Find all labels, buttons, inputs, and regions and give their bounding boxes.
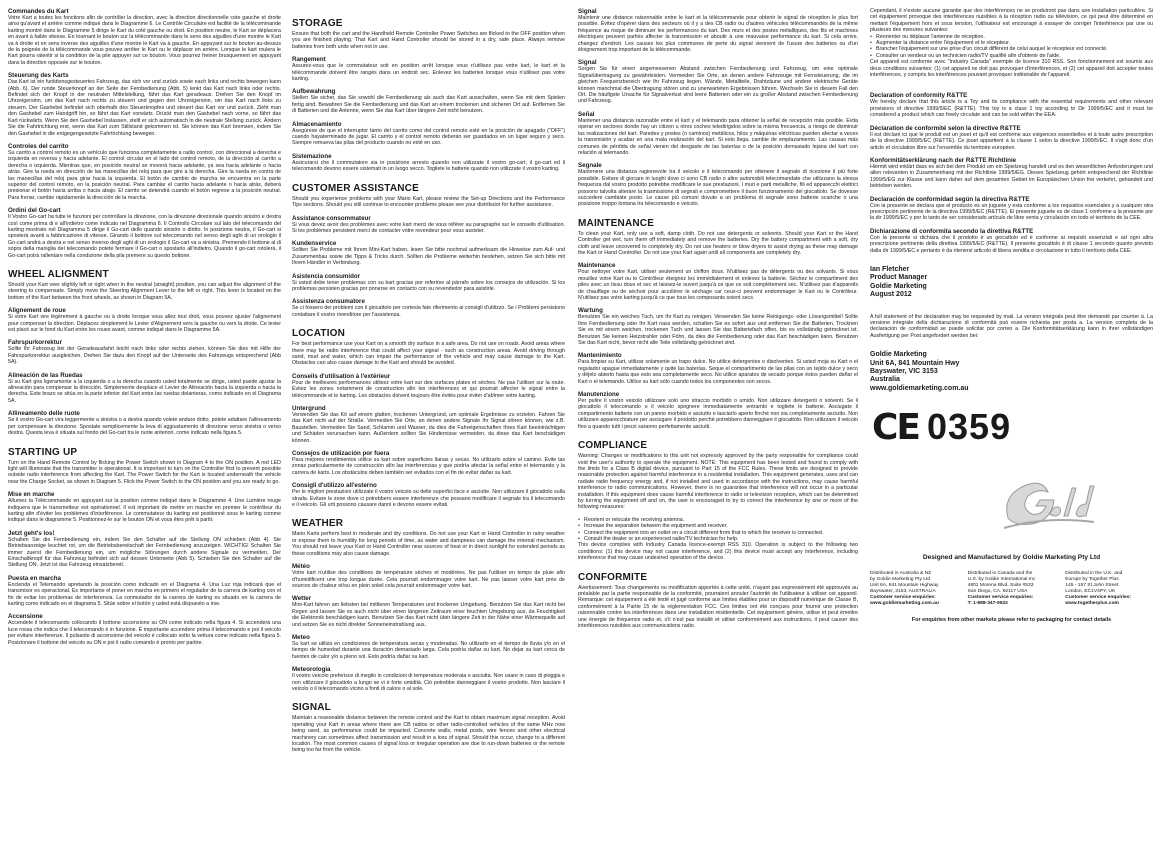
major-heading: CONFORMITE	[578, 571, 648, 583]
column-2	[288, 8, 571, 854]
distributor-line: San Diego, CA. 92117 USA	[967, 589, 1028, 595]
distributor-line: London, EC1V4PY, UK	[1065, 589, 1116, 595]
section	[292, 215, 565, 235]
section	[8, 410, 281, 436]
declaration-body: We hereby declare that this article is a Toy and its compliance with the essential requirements and other relevant provisions of directive 1999/5/EC (R&TTE). This toy is a class 1 toy according to Dir 1999/5/EC and it must be considered a product which can freely circulate and can be sold within the EEA.	[870, 99, 1153, 119]
section-body: Should your Kart veer slightly left or right when in the neutral (straight) position, you can adjust the alignment of the steering to compensate. Simply move the Steering Alignment Lever to the left or right. This lever is located on the bottom of the Kart between the front wheels, as shown in Diagram 5A.	[8, 282, 281, 301]
section-body: Accendete il telecomando collocando il bottone accensione su ON come indicato nella figura 4. Si accenderà una luce rossa che indica che il telecomando è in funzione. È importante accendere prima il telecomando e poi il veicolo per evitare interferenze. Il pulsante di accensione del veicolo è collocato sotto la vettura come indicato nella figura 5. Posizionare il bottone del veicolo su ON e poi il radio comando è pronto per partire.	[8, 620, 281, 646]
section-body: Maintain a reasonable distance between the remote control and the Kart to obtain maximum signal reception. Avoid operating your Kart in areas where there are CB radios or other radio-controlled vehicles of the same MHz now being used, as performance could be impacted. Concrete walls, metal posts, wire fences and other electrical machinery can sometimes affect transmission and result in a loss of signal. Should this occur, change to a different location. The most common causes of signal loss or irregular operation are due to run-down batteries or the remote being too far from the vehicle.	[292, 715, 565, 754]
section	[292, 153, 565, 173]
section-heading: Conseils d'utilisation à l'extérieur	[292, 372, 391, 380]
distributor-line: Unit 6A, 841 Mountain Highway	[870, 583, 939, 589]
section-body: Si su Kart gira ligeramente a la izquierda o a la derecha cuando usted totalmente se dirige, usted puede ajustar la alineación para compensar la dirección. Simplemente desplace el Levier de Alineación hacia la izquierda o hacia la derecha. Este brazo se sitúa en la parte inferior del Kart entre las ruedas delanteras, como indicado en el Diagrama 5A.	[8, 378, 281, 404]
section-heading: Almacenamiento	[292, 120, 342, 128]
section	[8, 613, 281, 646]
bullet-item: • Connect the equipment into an outlet on a circuit different from that to which the receiver is connected.	[578, 530, 858, 536]
distributor-line: 145 - 157 St John Street	[1065, 583, 1119, 589]
distributor-line: Customer service enquiries:	[967, 595, 1034, 601]
section-body: Asegúrese de que el interruptor tanto del carrito como del control remoto esté en la posición de apagado ("OFF") cuando hayaterminado de jugar. El carrito y el control remoto deberán ser guardados en un lugar seguro y seco. Siempre remueva las pilas del producto cuando no esté en uso.	[292, 127, 565, 147]
section-heading: Untergrund	[292, 405, 326, 412]
goldie-logo-icon	[990, 458, 1100, 544]
signer-title: Product Manager	[870, 274, 928, 282]
section-heading: Manutenzione	[578, 391, 620, 399]
major-heading: STORAGE	[292, 18, 343, 29]
section	[8, 491, 281, 524]
section-body: Das Kart ist ein funktionsgesteuertes Fahrzeug, das sich vor und zurück sowie nach links und rechts bewegen kann (Abb. 6). Der runde Steuerknopf an der Seite der Fernbedienung (Abb. 5) lenkt das Kart nach links oder rechts. Befindet sich der Knopf in der neutralen Mittelstellung, fährt das Kart geradeaus. Drehen Sie den Knopf im Uhrzeigersinn, um das Kart nach rechts zu steuern und gegen den Uhrzeigersinn, um das Kart nach links zu steuern. Der Gashebel befindet sich oberhalb des Steuerknopfes und steuert das Kart vor und zurück. Zieht man den Gashebel zum Handgriff hin, so fährt das Kart vorwärts. Drückt man den Gashebel nach vorne, so fährt das Kart rückwärts. Wenn Sie den Gashebel loslassen, stellt er sich automatisch in die neutrale Stellung zurück. Ändern Sie die Fahrtrichtung erst, wenn das Kart zum Stillstand gekommen ist. Sie können das Kart bremsen, indem Sie den Gashebel in die entgegengesetzte Fahrtrichtung bewegen.	[8, 79, 281, 137]
section-heading: Météo	[292, 563, 310, 571]
bullet-item: • Reorient or relocate the receiving antenna.	[578, 517, 858, 523]
section-heading: Ordini del Go-cart	[8, 207, 61, 215]
declaration-heading: Déclaration de conformité selon la directive R&TTE	[870, 124, 1021, 132]
declaration-section	[870, 228, 1153, 254]
section-body: Si usted debe tener problemas con su kart gracias por referirse al párrafo sobre los consejos de utilización. Si los problemas persisten gracias por ponerse en contacto con su revendedor para asistirle.	[292, 279, 565, 292]
section-heading: Jetzt geht's los!	[8, 529, 55, 537]
section-body: Se ci fossero dei problemi con il giocattolo per cortesia fate riferimento ai consigli d'utilizzo. Se i Problemi persistono contattare il vostro rivenditore per l'assistenza.	[292, 305, 565, 318]
section-heading: Signal	[578, 8, 597, 15]
section-body: Su carrito a control remoto es un vehículo que funciona completamente a radio control, con direccional a derecha e izquierda en reversa y hacia adelante. El control circular en el lado del control remoto, de la dirección al carrito a derecha o izquierda. Mientras que, en posición neutral se moverá hacia adelante, ya sea hacia adelante o hacia atrás. Gire la rueda en dirección de las manecillas del reloj para que gire a la derecha. Gire la rueda en contra de las manecillas del reloj para girar hacia la izquierda. El botón de cambio de marcha se encuentra en la parte superior del control remoto, en la posición neutral. Para cambiar el carrito hacia adelante o hacia atrás, deberá presionar el botón hacia arriba o hacia abajo. El carrito se detendrá cuando el botón regrese a la posición neutral. Para frenar, cambie rápidamente la dirección de la marcha.	[8, 149, 281, 201]
signer-name: Ian Fletcher	[870, 265, 910, 273]
section	[292, 273, 565, 293]
section	[292, 405, 565, 444]
distributor-line: Distributed in the U.K. and	[1065, 571, 1123, 577]
section	[8, 269, 281, 301]
section-body: Benutzen Sie ein weiches Tuch, um Ihr Kart zu reinigen. Verwenden Sie keine Reinigungs- oder Lösungsmittel! Sollte Ihre Fernbedienung oder Ihr Kart nass werden, schalten Sie es sofort aus und entfernen Sie die Batterien. Trocknen Sie es mit einem weichen, trockenen Tuch und lassen Sie das Batteriefach offen, bis es vollständig getrocknet ist. Benutzen Sie keinen Heizstrahler oder Föhn, da dies die Fernbedienung oder das Kart beschädigen kann. Benutzen Sie das Kart nicht, bevor nicht alle Teile vollständig getrocknet sind.	[578, 314, 858, 347]
declaration-heading: Declaración de conformidad según la directiva R&TTE	[870, 195, 1030, 203]
section	[578, 8, 858, 53]
goldie-logo	[870, 458, 1153, 546]
section-heading: Wetter	[292, 595, 312, 603]
signer-date: August 2012	[870, 291, 912, 299]
section	[578, 262, 858, 301]
section	[8, 372, 281, 405]
section-body: Para limpiar su Kart, utilizar solamente un trapo dulce. No utilice detergentes o disolventes. Si usted moja su Kart o el regulador apague inmediatamente y quite las baterías. Seque el compartimento de las pilas con un tejido dulce y seco y déjelo abierto hasta que esto sea completamente seco. No utilice aparatos de secado porque éstos pueden dañar el Kart o el telemando. Utilice su kart sólo cuando todos los componentes son secos.	[578, 359, 858, 385]
section-body: Pour nettoyer votre Kart, utiliser seulement un chiffon doux. N'utilisez pas de détergents ou des solvants. Si vous mouillez votre Kart ou le Contrôleur éteignez les immédiatement et enlevez la batterie. Séchez le compartiment des piles avec un tissu doux et sec et laissez-le ouvert jusqu'à ce que ce soit complètement sec. N'utilisez pas d'appareils de chauffage ou de séchoir pour accélérer le séchage car ceux-ci peuvent endommager le Kart ou le Contrôleur. N'utilisez pas votre karting jusqu'à ce que tous les composants soient secs.	[578, 269, 858, 301]
section	[292, 298, 565, 318]
section	[292, 450, 565, 476]
section	[578, 59, 858, 104]
section-body: Votre Kart a toutes les fonctions afin de contrôler la direction, avec la direction directionnelle cote gauche et droite ainsi qu'avant et arrière comme indiqué dans le Diagramme 6. Le Contrôle Circulaire est facilité de la télécommande karting montré dans le Diagramme 5 dirige le Kart du coté gauche ou droit. En position neutre, le Kart se déplacera en avant à faible vitesse. En tournant le bouton sur la télécommande dans le sens des aiguilles d'une montre le Kart va à droite et en sens inverse des aiguilles d'une montre le Kart va à gauche. En appuyant sur le bouton au-dessus de la poignée de la télécommande vous pouvez arrêter le Kart ou le déplacer en arrière. Lorsque le kart roulera le Kart pourra ralentir si la condition de la pile appuyer sur ce bouton. Vous pourrez freiner brusquement en appuyant dans la direction opposée sur le bouton.	[8, 15, 281, 66]
distributor-line: Europe by Together Plus	[1065, 577, 1119, 583]
bullet-item: • Réorienter ou déplacer l'antenne de réception.	[870, 34, 1153, 40]
section	[8, 307, 281, 333]
section	[292, 183, 565, 209]
section-body: Turn on the Hand Remote Control by flicking the Power Switch shown in Diagram 4 to the ON position. A red LED light will illuminate that the transmitter is operational. It is important to turn on the Controller first to prevent possible outside radio interference from affecting the Kart. The Power Switch for the Kart is located underneath the vehicle near the Charge Socket, as shown in Diagram 5. Flick the Power Switch to the ON position and you are ready to go.	[8, 459, 281, 485]
address-line: Goldie Marketing	[870, 351, 927, 359]
section	[578, 307, 858, 346]
section-body: Per pulire il vostro veicolo utilizzare solo uno straccio morbido o umido. Non utilizzare detergenti o solventi. Se il giocattolo il telecomando o il veicolo spegnere immediatamente entrambi e togliete le batterie. Asciugate il compartimento batterie con un panno morbido e asciutto e lasciarlo aperto finché non sia completamente asciutto. Non utilizzare apparecchiature per asciugare il prodotto perché potrebbero danneggiare il giocattolo. Non utilizzare il veicolo fino a quando tutti i pezzi saranno perfettamente asciutti.	[578, 398, 858, 430]
section	[292, 373, 565, 399]
section-body: Sollten Sie Probleme mit Ihrem Mini-Kart haben, lesen Sie bitte nochmal aufmerksam die Hinweise zum Auf- und Zusammenbau sowie die Tipps & Tricks durch. Sollten die Probleme weiterhin bestehen, setzen Sie sich bitte mit Ihrem Händler in Verbindung.	[292, 247, 565, 267]
section-body: Per le migliori prestazioni utilizzate il vostro veicolo su delle superfici lisce e asciutte. Non utilizzare il giocattolo sulla strada. Evitare le zone dove ci potrebbero essere interferenze che possano modificare il segnale tra il telecomando e il veicolo. Gli urti possono causare danni e devono essere evitati.	[292, 489, 565, 509]
section-body: Schalten Sie die Fernbedienung ein, indem Sie den Schalter auf die Stellung ON schieben (Abb 4). Sie Betriebsanzeige leuchtet rot, um die Betriebsbereitschaft der Fernbedienung anzuzeigen. WICHTIG! Schalten Sie immer zuerst die Fernbedienung ein, um mögliche Störungen durch andere Signale zu vermeiden. Der Einschaltknopf für das Fahrzeug befindet sich auf dessen Unterseite (Abb 5). Schieben Sie den Schalter auf die Stellung ON. Jetzt ist das Fahrzeug einsatzbereit.	[8, 536, 281, 569]
section-heading: Alineación de las Ruedas	[8, 371, 83, 379]
distributor-line: 4801 Morena Blvd. Suite #533	[967, 583, 1034, 589]
section-heading: Sistemazione	[292, 152, 332, 160]
column-4	[866, 8, 1159, 854]
distributors	[870, 571, 1153, 607]
section-body: Ensure that both the cart and the Handheld Remote Controller Power Switches are flicked to the OFF position when you are finished playing. That Kart and Hand Controller should be stored in a dry, safe place. Always remove batteries from both units when not in use.	[292, 31, 565, 50]
declaration-body: Hiermit wird erklärt dass es sich bei dem Produkt um ein Spielzeug handelt und es den wesentlichen Anforderungen und allen relevanten in Zusammenhang mit der Richtlinie 1999/5/EG. Dieses Spielzeug gehört entsprechend der Richtlinie 1999/5/EG zur Klasse und kann daher auf dem gesamten Gebiet im Europäischen Union frei verkehrt, gehandelt und betrieben werden.	[870, 163, 1153, 190]
section-body: Mantener una distancia razonable entre el kart y el telemando para obtener la señal de recepción más posible. Evita operar en sectores donde hay un citizen u otros coches teledirigidos sobre la misma frecuencia, a riesgo de disminuir las realizaciones del kart. Paredes y postes (o caminos) metálicos, hilos y máquinas eléctricas pueden afectar a veces la transmisión y acabar en una mala realización del kart. Si esto llega, cambie de emplazamiento. Las causas más comunes de pérdida de señal vienen del desgaste de las baterías o de la posición demasiado lejana del kart con relación al telemando.	[578, 117, 858, 156]
section-heading: Rangement	[292, 56, 326, 64]
company-address	[870, 351, 1153, 393]
bullet-item: • Consult the dealer or an experienced radio/TV technician for help.	[578, 536, 858, 542]
declaration-body: Il est déclaré ici que le produit est un jouet et qu'il est conforme aux exigences essentielles et à toute autre prescription de la directive 1999/5/EC (R&TTE). Ce jouet appartient à la classe 1 selon la directive 1999/5/EC. Il s'agit donc d'un article et circulation libre sur l'ensemble du territoire européen.	[870, 131, 1153, 151]
signer-company: Goldie Marketing	[870, 282, 927, 290]
section-heading: Controles del carrito	[8, 142, 69, 150]
major-heading: COMPLIANCE	[578, 440, 648, 452]
section-body: Warning: Changes or modifications to this unit not expressly approved by the party responsible for compliance could void the user's authority to operate the equipment. NOTE: This equipment has been tested and found to comply with the limits for a Class B digital device, pursuant to Part 15 of the FCC Rules. These limits are designed to provide reasonable protection against harmful interference in a residential installation. This equipment generates, uses and can radiate radio frequency energy and, if not installed and used in accordance with the instructions, may cause harmful interference to radio communications. However, there is no guarantee that interference will not occur in a particular installation. If this equipment does cause harmful interference to radio or television reception, which can be determined by turning the equipment off and on, the user is encouraged to try to correct the interference by one or more of the following measures:	[578, 453, 858, 511]
section	[292, 702, 565, 753]
section-body: Si votre Kart vire légèrement à gauche ou à droite lorsque vous allez tout droit, vous pouvez ajuster l'alignement pour compenser la direction. Déplacez simplement le Levier d'Alignement vers la gauche ou vers la droite. Ce levier est placé sur le fond du Kart entre les roues avant, comme indiqué dans le Diagramme 5A.	[8, 314, 281, 334]
section-heading: Allineamento delle ruote	[8, 410, 80, 418]
section-heading: Fahrspurkorrektur	[8, 339, 62, 347]
section-heading: Alignement de roue	[8, 307, 66, 315]
section-heading: Mantenimiento	[578, 352, 622, 360]
website-link: www.goldiemarketing.com.au	[870, 384, 969, 392]
distributor-line: Distributed in Australia & NZ	[870, 571, 932, 577]
section	[8, 8, 281, 66]
address-line: Bayswater, VIC 3153	[870, 368, 938, 376]
section	[292, 328, 565, 367]
signature-block	[870, 266, 1153, 300]
bullet-item: • Increase the separation between the equipment and receiver.	[578, 523, 858, 529]
section-body: Para mejores rendimientos utilice su kart sobre superficies llanas y secas. No utilizarlo sobre el camino. Evite las zonas particularmente de construcción afín las interferencias y que podría afectar la señal entre el telemando y la carrera de karts. Los obstáculos deben también ser evitados con el fin de evitar dañar su kart.	[292, 457, 565, 476]
distributor-block	[870, 571, 958, 607]
compliance-continued: Cependant, il n'existe aucune garantie que des interférences ne se produiront pas dans une installation particulière. Si cet équipement provoque des interférences nuisibles à la réception radio ou télévision, ce qui peut être déterminé en mettant l'équipement hors et sous tension, l'utilisateur est encouragé à essayer de corriger l'interférence par une ou plusieurs des mesures suivantes:	[870, 8, 1153, 34]
section-body: Should you experience problems with your Mario Kart, please review the Set-up Directions and the Performance Tips sections. Should you still continue to encounter problems please see your distributor for further assistance.	[292, 195, 565, 209]
declaration-heading: Dichiarazione di conformita secondo la direttiva R&TTE	[870, 227, 1034, 235]
section-body: Il Vostro Go-cart ha tutte le funzioni per controllare la direzione, con la direzione direzionale quando sinistro e destra così come prima di e all'indietro come indicato nel Diagramma 6. Il Controllo Circolare sul lato del telecomando del karting mostrato nel Diagramma 5 dirige il Go-cart dello quando sinistro o diritto. In posizione neutra, il Go-cart si sposterà avanti a fabbricazione di vitesse. Girando il bottone sul telecomando nel senso degli aghi di un orologio il Go-cart andrà a destra e nel senso inverso degli aghi di un orologio il Go-cart va a sinistra. Premendo il bottone al di sopra della maniglia del telecomando potete fermare il Go-cart o spostarlo all'indietro. Quando il go-cart rotolerà, il Go-cart potrà rallentare nella condizione della pila premere su questo bottone.	[8, 214, 281, 259]
section-body: Verwenden Sie das Kit auf einem glatten, trockenen Untergrund, um optimale Ergebnisse zu erzielen. Fahren Sie das Kart nicht auf der Straße. Vermeiden Sie Orte, an denen andere Signale Ihr Signal stören können, wie z.B. Baustellen. Vermeiden Sie Sand, Schlamm und Wasser, da dies die Fahreigenschaften Ihres Kart beeinträchtigen und Schäden verursachen kann. Außerdem sollten Sie Hindernisse vermeiden, da diese das Kart beschädigen können.	[292, 412, 565, 444]
section	[292, 88, 565, 114]
section	[8, 72, 281, 137]
major-heading: STARTING UP	[8, 446, 78, 458]
section-heading: Aufbewahrung	[292, 88, 336, 96]
section-body: Si vous devez avoir des problèmes avec votre kart merci de vous référer au paragraphe sur le conseils d'utilisation. Si les problèmes persistent merci de contacter votre revendeur pour vous assister.	[292, 221, 565, 234]
section-body: Sollte Ihr Fahrzeug bei der Geradeausfahrt leicht nach links oder rechts ziehen, können Sie dies mit Hilfe der Fahrspurkorrektur ausgleichen. Drehen Sie dazu den Knopf auf der Unterseite des Fahrzeugs entsprechend (Abb 5A).	[8, 346, 281, 366]
other-markets-note: For enquiries from other markets please refer to packaging for contact details	[911, 617, 1112, 624]
section-body: Assicurarsi che il commutatore sia in posizione arresto quando non utilizzate il vostro go-cart, il go-cart ed il telecomando devono essere sistemati in un luogo secco. Togliete le batterie quando non utilizzate il vostro karting.	[292, 159, 565, 173]
section	[8, 339, 281, 365]
major-heading: CUSTOMER ASSISTANCE	[292, 182, 419, 194]
declaration-section	[870, 196, 1153, 222]
section-body: Encienda el Telemando apretando la posición como indicado en el Diagrama 4. Una Luz roja indicará que el transmisor es operacional. Es importante el poner en marcha en primero el regulador de la carrera de karting con el fin de evitar los problemas de interferencia. La conmutador de la carrera de karting es situado en la carrera de karting como indicado en el diagrama 5. Sitúe sobre el botón y usted está dispuesto a irse.	[8, 581, 281, 607]
section-heading: Asistencia consumidor	[292, 272, 361, 280]
section	[578, 352, 858, 385]
section-heading: Commandes du Kart	[8, 8, 69, 15]
declarations	[870, 92, 1153, 254]
section-heading: Assistance consommateur	[292, 214, 371, 222]
section	[292, 666, 565, 692]
section-body: Votre kart n'utilise des conditions de température sèches et modérées. Ne pas l'utiliser en temps de pluie afin d'humidificent une trop longue durée. Cela pourrait endommager votre kart. Ne pas laisser votre kart près de sources de chaleur et/ou en plein soleil cela pourrait endommager votre kart.	[292, 570, 565, 589]
compliance-measures-list	[870, 34, 1153, 60]
section	[8, 447, 281, 486]
section	[292, 563, 565, 589]
section-heading: Puesta en marcha	[8, 574, 61, 582]
distributor-line: Bayswater, 3153, AUSTRALIA	[870, 589, 936, 595]
section-body: Mario Karts perform best in moderate and dry conditions. Do not use your Kart or Hand Controller in rainy weather or expose them to humidity for long periods of time, as water and dampness can damage the internal mechanism. You should not leave your Kart or Hand Controller near sources of heat or in direct sunlight for extended periods as these conditions may also cause damage.	[292, 531, 565, 557]
declaration-heading: Declaration of conformity R&TTE	[870, 92, 968, 100]
major-heading: MAINTENANCE	[578, 217, 655, 229]
section	[292, 518, 565, 557]
declaration-section	[870, 157, 1153, 190]
section	[8, 207, 281, 259]
section-body: Mini-Kart fahren am liebsten bei mittleren Temperaturen und trockener Umgebung. Benutzen Sie das Kart nicht bei Regen und lassen Sie es auch nicht über einen längeren Zeitraum einer feuchten Umgebung aus, da Feuchtigkeit die Elektronik beschädigen kann. Benutzen Sie das Kart nicht über längere Zeit in der Nähe einer Wärmequelle auf und setzen Sie es nicht direkter Sonneneinstrahlung aus.	[292, 602, 565, 628]
major-heading: WHEEL ALIGNMENT	[8, 269, 109, 280]
section	[292, 482, 565, 508]
section-heading: Kundenservice	[292, 240, 337, 248]
section	[578, 218, 858, 257]
section-body: Su kart se utiliza en condiciones de temperatura secas y moderadas. No utilizarlo en el tiempo de lluvia y/o en el tiempo de humedad durante una duración demasiado larga. Cela podría dañar su kart. No dejar su kart cerca de fuentes de calor y/o a pleno sol. Esto podría dañar su kart.	[292, 640, 565, 660]
section-heading: Consejos de utilización por fuera	[292, 450, 390, 458]
declaration-section	[870, 92, 1153, 118]
distributor-line: T: 1-888-347-9522	[967, 601, 1008, 607]
section	[578, 517, 858, 562]
section	[292, 240, 565, 266]
declaration-section	[870, 125, 1153, 151]
column-1	[4, 8, 287, 854]
section-heading: Mise en marche	[8, 491, 55, 499]
section	[292, 56, 565, 82]
section	[578, 162, 858, 207]
address-line: Australia	[870, 376, 900, 384]
ce-marking	[872, 407, 1153, 448]
section	[578, 111, 858, 156]
section-body: Il vostro veicolo preferisce di meglio in condizioni di temperatura moderata e asciutta. Non usare in caso di pioggia e non utilizzare il giocattolo a lungo se vi è forte umidità. Ciò potrebbe danneggiare il vostro prodotto. Non lasciare il veicolo o il telecomando vicino a fonti di calore o al sole.	[292, 673, 565, 692]
section-heading: Meteorologia	[292, 666, 331, 674]
full-statement-note: A full statement of the declaration may be requested by mail. La version intégrale peut être demandé par courrier à. La versione integrale della dichiarazione di conformità può essere richiesta per posta a. La version completa de la declaración de conformidad se puede solicitar por correo a. Die Konformitätserklärung kann in ihrer vollständigen Ausfertigung per Post angefordert werden bei:	[870, 313, 1153, 339]
section-body: Maintenir une distance raisonnable entre le kart et la télécommande pour obtenir le signal de réception le plus fort possible. Évitez d'opérer dans des secteurs où il y a des CB radio ou d'autres véhicules télécommandés de la même fréquence au risque de diminuer les performances du kart. Des murs et des postes métalliques, des fils et machines électriques peuvent parfois affecter la transmission et aboutir à une mauvaise performance du kart. Si cela arrive, changez d'endroit. Les causes les plus communes de perte du signal viennent de l'usure des batteries ou d'un éloignement trop important de la télécommande.	[578, 15, 858, 54]
section-body: Mantenere una distanza ragionevole tra il veicolo e il telecomando per ottenere il segnale di ricezione il più forte possibile. Evitare di giocare in luoghi dove ci sono CB radio o altre automobili telecomandate che utilizzano la stessa frequenza dal vostro prodotto potrebbe modificare le sue prestazioni. I muri e parti metalliche, fili ed apparecchi elettrici possono talvolta alterare la trasmissione di segnali e compromettere il buon funzionamento del giocattolo. Se dovesse succedere cambiate posto. Le cause più comuni dovute a un problema di segnale sono batterie scariche o una posizione troppo lontana tra telecomando e veicolo.	[578, 169, 858, 208]
distributor-block	[1065, 571, 1153, 607]
distributor-line: www.togetherplus.com	[1065, 601, 1119, 607]
section-body: Pour de meilleures performances utilisez votre kart sur des surfaces plates et sèches. Ne pas l'utiliser sur la route. Évitez les zones notamment de construction afin les interférences et qui pourrait affecter le signal entre la télécommande et le karting. Les obstacles doivent toujours être évités pour éviter d'abîmer votre karting.	[292, 379, 565, 399]
column-3	[574, 8, 864, 854]
section-heading: Consigli d'utilizzo all'esterno	[292, 482, 377, 490]
distributor-line: by Goldie Marketing Pty Ltd	[870, 577, 931, 583]
section-heading: Meteo	[292, 633, 310, 641]
section-body: Se il vostro Go-cart vira leggermente a sinistra o a destra quando volete andare dritto, potete adattare l'allineamento per compensare la direzione. Spostate semplicemente la leva di aggiustamento di direzione verso sinistra o verso destra. Questa leva è situata sul fondo del Go-cart tra le ruote anteriori, come indicato nella figura 5.	[8, 417, 281, 437]
section-body: Stellen Sie sicher, das Sie sowohl die Fernbedienung als auch das Kart ausschalten, wenn Sie mit dem Spielen fertig sind. Bewahren Sie die Fernbedienung und das Kart an einem trockenen und sicheren Ort auf. Entfernen Sie di Batterien und die Antenne, wenn Sie das Kart über längere Zeit nicht benutzen.	[292, 95, 565, 115]
distributor-line: Distributed in Canada and the	[967, 571, 1033, 577]
section-body: Avertissement: Tous changements ou modification apportés à cette unité, n'ayant pas expressément été approuvés au préalable par la partie responsable de la conformité, pourraient annuler l'autorité de l'utilisateur à utiliser cet appareil. Remarque: cet équipement a été testé et jugé conforme aux limites établies pour un dispositif numérique de Classe B, conformément à la Partie 15 de la réglementation FCC. Ces limites ont été conçues pour fournir une protection raisonnable contre les interférences dans une installation résidentielle. Cet équipement génère, utilise et peut émettre une énergie de fréquence radio et, s'il n'est pas installé et utilisé conformément aux instructions, il peut causer des interférences nuisibles aux communications radio.	[578, 584, 858, 630]
section	[8, 575, 281, 608]
section-heading: Wartung	[578, 307, 603, 315]
major-heading: LOCATION	[292, 328, 346, 340]
section-heading: Señal	[578, 110, 595, 118]
distributor-line: Customer service enquiries:	[870, 595, 936, 601]
bullet-item: • Consulter un vendeur ou un technicien radio/TV qualifié afin d'obtenir de l'aide.	[870, 53, 1153, 59]
section-body: Assurez-vous que le commutateur soit en position arrêt lorsque vous n'utilisez pas votre kart, le kart et la télécommande doivent être rangés dans un endroit sec. Enlevez les batteries lorsque vous n'utilisez pas votre karting.	[292, 63, 565, 83]
section	[578, 391, 858, 430]
section	[578, 440, 858, 511]
industry-canada-note: Cet appareil est conforme avec "Industry Canada" exempte de licence 310 RSS. Son fonctionnement est soumis aux deux conditions suivantes: (1) cet appareil ne doit pas provoquer d'interférences, et (2) cet appareil doit accepter toutes interférences, y compris les interférences pouvant provoquer indésirable de l'appareil.	[870, 59, 1153, 79]
section	[292, 634, 565, 660]
section-body: Allumez la Télécommande en appuyant sur la position comme indiqué dans le Diagramme 4. Une Lumière rouge indiquera que le transmetteur est opérationnel. Il est important de mettre en marche en premier le contrôleur du karting afin d'éviter les problèmes d'interférence. Le commutateur du karting est positionné sous le karting comme indiqué dans le diagramme 5. Positionnez-le sur le bouton ON et vous êtes prêt à partir.	[8, 498, 281, 524]
section-heading: Accensione	[8, 613, 43, 621]
declaration-body: Con la presente se declara que el producto es un juguete y esta conforme a los requisitos esenciales y a cualquier otra prescripción pertinente de la directiva 1999/5/EC (R&TTE). El presente juguete es de clase 1 conforme a la presente por la dir 1999/5/EC y por lo tanto de ser considerado artículo de libre venta y circulación en todo el territorio de la CEE.	[870, 202, 1153, 222]
ce-mark-icon: CE	[872, 407, 920, 449]
section	[8, 530, 281, 569]
manufacturer-line: Designed and Manufactured by Goldie Marketing Pty Ltd	[922, 554, 1101, 562]
section-heading: Maintenance	[578, 262, 616, 270]
section	[8, 143, 281, 201]
section-heading: Signal	[578, 59, 597, 67]
bullet-item: • Augmenter la distance entre l'équipement et le récepteur.	[870, 40, 1153, 46]
section-body: For best performance use your Kart on a smooth dry surface in a safe area. Do not use on roads. Avoid areas where there may be radio interference that could affect your signal - such as construction areas. Avoid driving through sand, mud and water, which can impair the performance of the vehicle and may cause damage to the Kart. Obstacles can also cause damage to the Kart and should be avoided.	[292, 341, 565, 367]
distributor-line: U.S. by Goldie International Inc	[967, 577, 1036, 583]
declaration-body: Con la presente si dichiara che il prodotto è un giocattolo ed è conforme ai requisiti essenziali e ad ogni altra prescrizione pertinente della direttiva 1999/5/EC (R&TTE). Il presente giocattolo è di classe 1 secondo quanto previsto dalla dir 1999/5/EC e pertanto è da ritenersi articolo di libera vendita e circolazione in tutto il territorio della CEE.	[870, 234, 1153, 254]
section	[578, 572, 858, 630]
address-line: Unit 6A, 841 Mountain Hwy	[870, 359, 960, 367]
distributor-line: www.goldiemarketing.com.au	[870, 601, 939, 607]
section-body: To clean your Kart, only use a soft, damp cloth. Do not use detergents or solvents. Should your Kart or the Hand Controller get wet, turn them off immediately and remove the batteries. Dry the battery compartment with a soft, dry cloth and leave uncovered to completely dry. Do not use heaters or blow dryers to assist drying as these may damage the Kart or Hand Controller. Do not use your Kart again until all components are completely dry.	[578, 230, 858, 256]
ce-number: 0359	[927, 406, 1012, 448]
declaration-heading: Konformitätserklärung nach der R&TTE Richtlinie	[870, 156, 1017, 164]
section	[292, 595, 565, 628]
bullet-item: • Brancher l'équipement sur une prise d'un circuit différent de celui auquel le récepteur est connecté.	[870, 46, 1153, 52]
section	[292, 121, 565, 147]
section-heading: Assistenza consumatore	[292, 298, 365, 306]
section-body: Sorgen Sie für einen angemessenen Abstand zwischen Fernbedienung und Fahrzeug, um eine optimale Signalübertragung zu gewährleisten. Vermeiden Sie Orte, an denen andere Fahrzeuge mit Fernsteuerung, die im gleichen Frequenzbereich wie Ihr Fahrzeug liegen. Wände, Metallteile, Drahtzäune und andere elektrische Geräte können manchmal die Übertragung stören und zu unerwarteten Ergebnissen führen. Wechseln Sie in diesem Fall den Ort. Die häufigste Ursache für Signalverlust sind leere Batterien oder ein zu großer Abstand zwischen Fernbedienung und Fahrzeug.	[578, 66, 858, 105]
distributor-block	[968, 571, 1056, 607]
section-body: This device complies with Industry Canada licence-exempt RSS 310. Operation is subject to the following two conditions: (1) this device may not cause interference, and (2) this device must accept any interference, including interference that may cause undesired operation of the device.	[578, 542, 858, 562]
section	[292, 18, 565, 50]
section-heading: Segnale	[578, 162, 602, 170]
major-heading: SIGNAL	[292, 702, 331, 714]
section-heading: Steuerung des Karts	[8, 72, 69, 80]
major-heading: WEATHER	[292, 518, 344, 530]
distributor-line: Customer service enquiries:	[1065, 595, 1132, 601]
